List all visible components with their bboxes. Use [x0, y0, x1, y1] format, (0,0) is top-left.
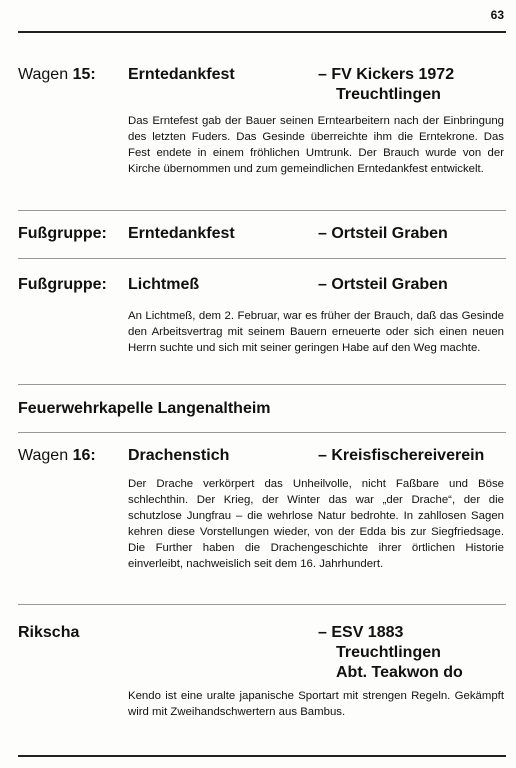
entry-label-number: 16: [72, 447, 96, 464]
sponsor-line: – ESV 1883 [318, 624, 404, 641]
divider [18, 432, 506, 433]
sponsor-line: Treuchtlingen [336, 644, 441, 661]
entry-description-lichtmess: An Lichtmeß, dem 2. Februar, war es früher der Brauch, daß das Gesinde den Arbeitsvertrag mit seinem Bauern erneuerte oder sich einen neuen Herrn suchte und sich mit seiner geringen Habe auf den Weg machte. [128, 310, 504, 354]
entry-label-fussgruppe: Fußgruppe: [18, 225, 107, 242]
divider [18, 384, 506, 385]
band-title: Feuerwehrkapelle Langenaltheim [18, 400, 271, 417]
entry-title-lichtmess: Lichtmeß [128, 276, 200, 293]
sponsor-line: – Kreisfischereiverein [318, 447, 485, 464]
sponsor-line: – Ortsteil Graben [318, 225, 448, 242]
sponsor-line: Treuchtlingen [336, 86, 441, 103]
entry-sponsor-kreisfischereiverein [318, 446, 484, 466]
entry-title-erntedankfest: Erntedankfest [128, 66, 235, 83]
entry-label-rikscha: Rikscha [18, 624, 80, 641]
entry-description-drachenstich: Der Drache verkörpert das Unheilvolle, nicht Faßbare und Böse schlechthin. Der Krieg, der Winter das war „der Drache“, der die schutzlose Jungfrau – die wehrlose Natur bedrohte. In zahllosen Sagen kehren diese Vorstellungen wieder, von der Edda bis zur Siegfriedsage. Die Further haben die Drachengeschichte ihrer örtlichen Historie einverleibt, nachweislich seit dem 16. Jahrhundert. [128, 478, 504, 570]
entry-label-number: 15: [72, 66, 96, 83]
entry-sponsor-fv-kickers [318, 65, 454, 105]
entry-sponsor-esv-1883 [318, 623, 463, 683]
divider [18, 210, 506, 211]
entry-label-prefix: Wagen [18, 447, 69, 464]
bottom-rule [18, 755, 506, 757]
entry-description-rikscha: Kendo ist eine uralte japanische Sportart mit strengen Regeln. Gekämpft wird mit Zweihandschwertern aus Bambus. [128, 690, 504, 718]
page-number: 63 [490, 8, 504, 22]
entry-title-erntedankfest-2: Erntedankfest [128, 225, 235, 242]
entry-label-wagen-16 [18, 446, 96, 466]
entry-label-fussgruppe: Fußgruppe: [18, 276, 107, 293]
sponsor-line: – Ortsteil Graben [318, 276, 448, 293]
sponsor-line: – FV Kickers 1972 [318, 66, 455, 83]
sponsor-line: Abt. Teakwon do [336, 664, 463, 681]
divider [18, 258, 506, 259]
divider [18, 604, 506, 605]
entry-sponsor-ortsteil-graben [318, 224, 448, 244]
entry-sponsor-ortsteil-graben [318, 275, 448, 295]
top-rule [18, 31, 506, 33]
entry-label-wagen-15 [18, 65, 96, 85]
entry-label-prefix: Wagen [18, 66, 69, 83]
entry-description-erntedankfest: Das Erntefest gab der Bauer seinen Erntearbeitern nach der Einbringung des letzten Fuders. Das Gesinde überreichte ihm die Erntekrone. Das Fest endete in einem fröhlichen Umtrunk. Der Brauch wurde von der Kirche übernommen und zum gemeindlichen Erntedankfest entwickelt. [128, 115, 504, 175]
entry-title-drachenstich: Drachenstich [128, 447, 230, 464]
